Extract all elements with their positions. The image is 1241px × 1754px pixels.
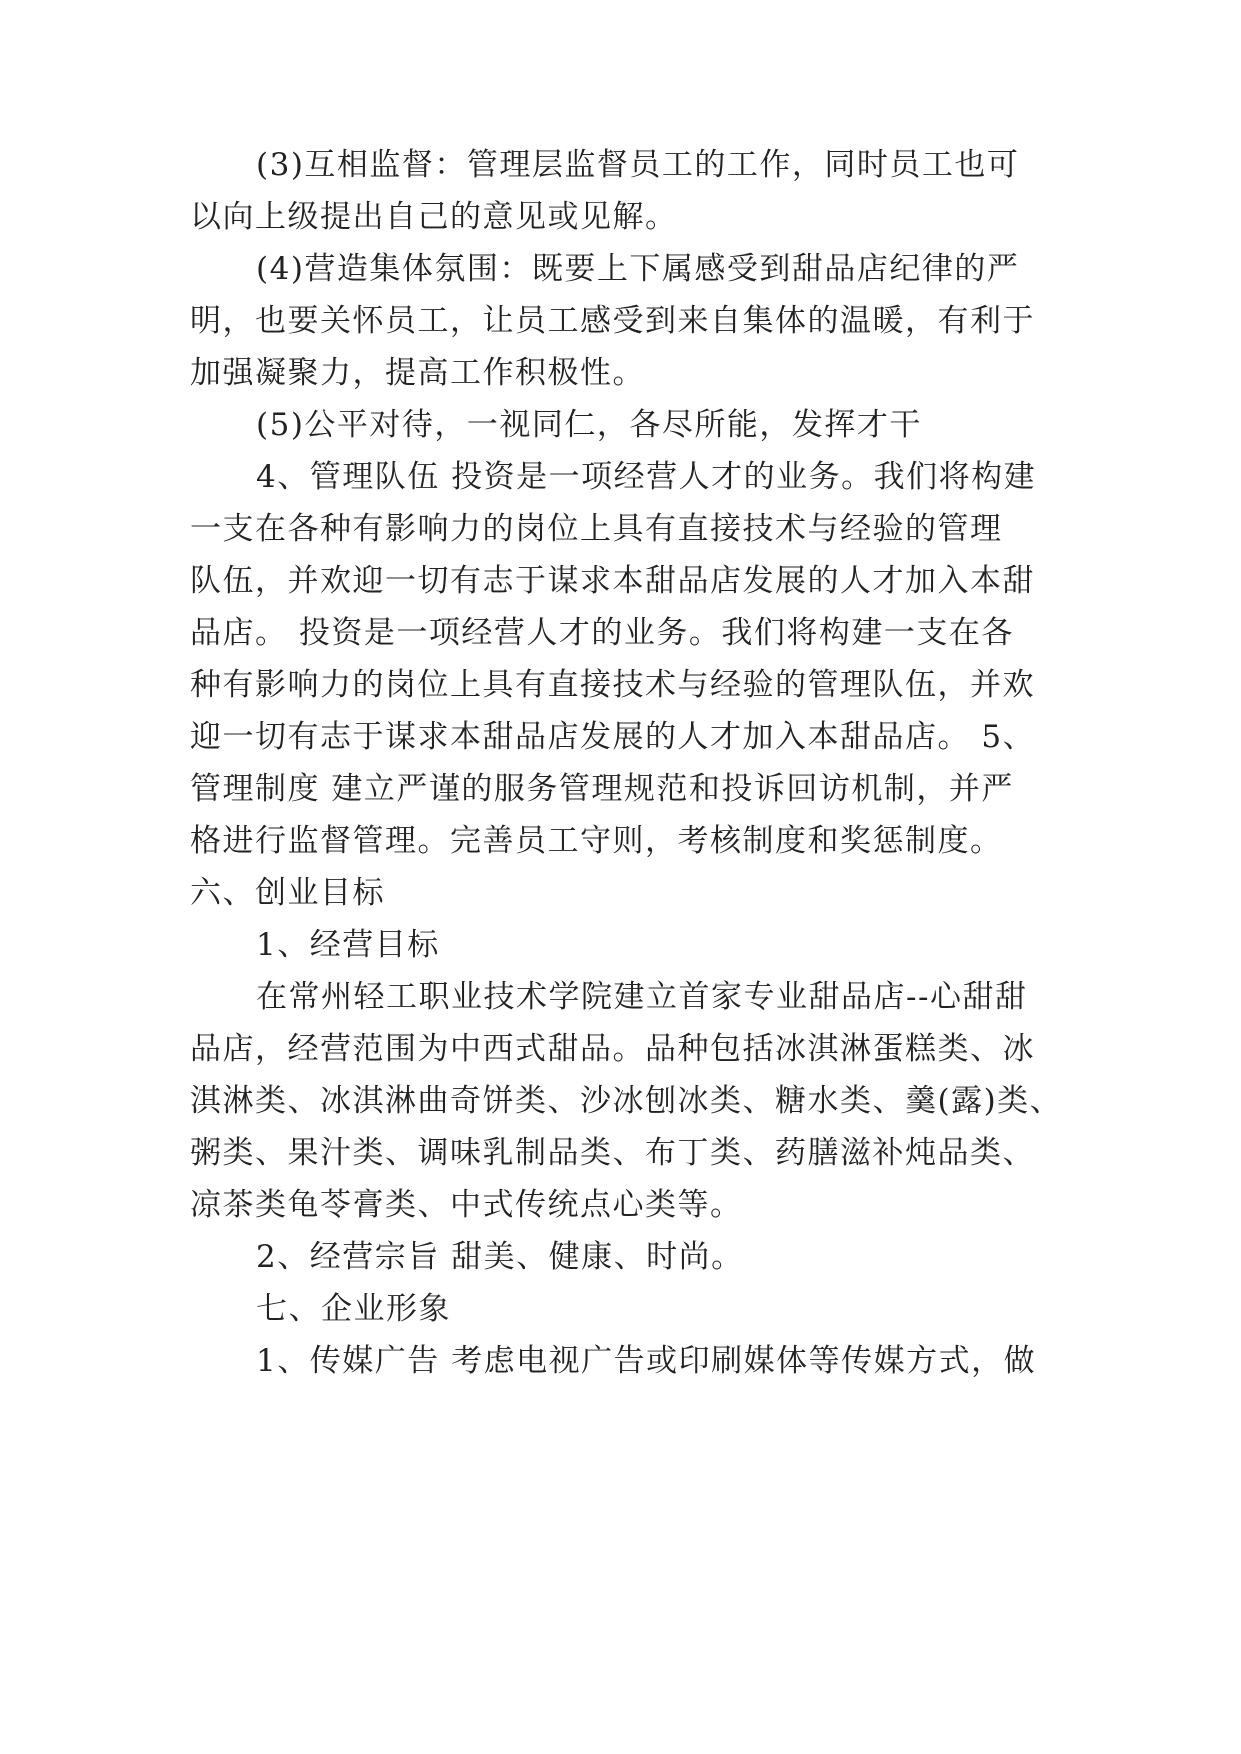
text-line: (4)营造集体氛围：既要上下属感受到甜品店纪律的严 — [256, 251, 1020, 287]
text-line: 淇淋类、冰淇淋曲奇饼类、沙冰刨冰类、糖水类、羹(露)类、 — [190, 1083, 1063, 1119]
text-line: 管理制度 建立严谨的服务管理规范和投诉回访机制，并严 — [190, 771, 1014, 807]
text-line: 加强凝聚力，提高工作积极性。 — [190, 355, 645, 391]
text-line: (3)互相监督：管理层监督员工的工作，同时员工也可 — [256, 147, 1020, 183]
text-line: 以向上级提出自己的意见或见解。 — [190, 199, 678, 235]
subsection-heading: 1、经营目标 — [256, 927, 440, 963]
text-line: 在常州轻工职业技术学院建立首家专业甜品店--心甜甜 — [256, 979, 1028, 1015]
text-line: 一支在各种有影响力的岗位上具有直接技术与经验的管理 — [190, 511, 1003, 547]
text-line: 品店。 投资是一项经营人才的业务。我们将构建一支在各 — [190, 615, 1014, 651]
text-line: 品店，经营范围为中西式甜品。品种包括冰淇淋蛋糕类、冰 — [190, 1031, 1035, 1067]
text-line: (5)公平对待，一视同仁，各尽所能，发挥才干 — [256, 407, 922, 443]
text-line: 4、管理队伍 投资是一项经营人才的业务。我们将构建 — [256, 459, 1037, 495]
section-heading: 六、创业目标 — [190, 875, 385, 911]
text-line: 凉茶类龟苓膏类、中式传统点心类等。 — [190, 1187, 743, 1223]
text-line: 明，也要关怀员工，让员工感受到来自集体的温暖，有利于 — [190, 303, 1035, 339]
text-line: 粥类、果汁类、调味乳制品类、布丁类、药膳滋补炖品类、 — [190, 1135, 1035, 1171]
text-line: 2、经营宗旨 甜美、健康、时尚。 — [256, 1239, 744, 1275]
text-line: 迎一切有志于谋求本甜品店发展的人才加入本甜品店。 5、 — [190, 719, 1036, 755]
text-line: 种有影响力的岗位上具有直接技术与经验的管理队伍，并欢 — [190, 667, 1035, 703]
text-line: 1、传媒广告 考虑电视广告或印刷媒体等传媒方式，做 — [256, 1343, 1037, 1379]
section-heading: 七、企业形象 — [256, 1291, 451, 1327]
text-line: 队伍，并欢迎一切有志于谋求本甜品店发展的人才加入本甜 — [190, 563, 1035, 599]
text-line: 格进行监督管理。完善员工守则，考核制度和奖惩制度。 — [190, 823, 1003, 859]
